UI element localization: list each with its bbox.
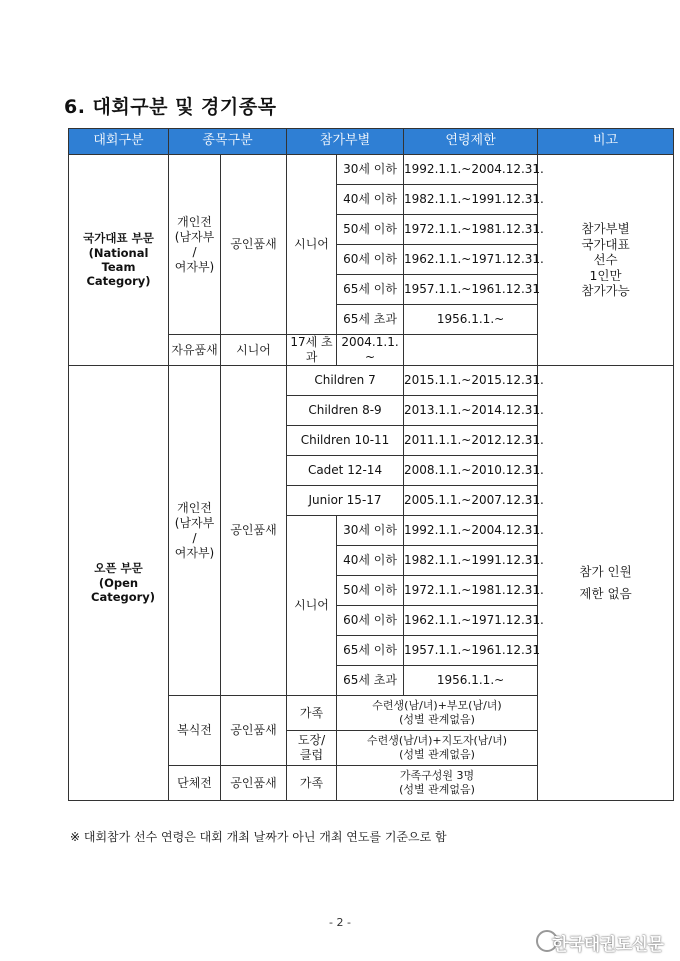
age-cell: 30세 이하 <box>337 155 404 185</box>
age-cell: 60세 이하 <box>337 606 404 636</box>
range-cell: 1982.1.1.~1991.12.31. <box>404 185 538 215</box>
range-cell: 1972.1.1.~1981.12.31. <box>404 215 538 245</box>
division-cell: Cadet 12-14 <box>287 456 404 486</box>
pair-label: 복식전 <box>169 696 221 766</box>
page-number: - 2 - <box>329 916 351 929</box>
open-event-type: 개인전 (남자부 / 여자부) <box>169 366 221 696</box>
range-cell: 2015.1.1.~2015.12.31. <box>404 366 538 396</box>
range-cell: 1956.1.1.~ <box>404 305 538 335</box>
division-cell: Children 8-9 <box>287 396 404 426</box>
pair-dojang: 도장/ 클럽 <box>287 731 337 766</box>
national-event-type: 개인전 (남자부 / 여자부) <box>169 155 221 335</box>
division-cell: Junior 15-17 <box>287 486 404 516</box>
section-title: 6. 대회구분 및 경기종목 <box>64 96 277 118</box>
age-cell: 60세 이하 <box>337 245 404 275</box>
national-category-en: (National Team Category) <box>86 245 151 289</box>
age-cell: 65세 이하 <box>337 275 404 305</box>
footnote: ※ 대회참가 선수 연령은 대회 개최 날짜가 아닌 개최 연도를 기준으로 함 <box>70 830 447 844</box>
free-division-cell: 시니어 <box>221 335 287 366</box>
age-cell: 30세 이하 <box>337 516 404 546</box>
national-remark: 참가부별 국가대표 선수 1인만 참가가능 <box>538 155 674 366</box>
pair-dojang-desc: 수련생(남/녀)+지도자(남/녀) (성별 관계없음) <box>337 731 538 766</box>
open-category-en: (Open Category) <box>91 575 156 605</box>
team-desc: 가족구성원 3명 (성별 관계없음) <box>337 766 538 801</box>
range-cell: 2008.1.1.~2010.12.31. <box>404 456 538 486</box>
national-category-label: 국가대표 부문 <box>83 231 154 246</box>
header-age-limit: 연령제한 <box>404 129 538 155</box>
age-cell: 65세 이하 <box>337 636 404 666</box>
age-cell: 65세 초과 <box>337 666 404 696</box>
open-category-cell <box>69 366 169 801</box>
header-row <box>69 129 674 155</box>
open-category-label: 오픈 부문 <box>94 561 143 576</box>
header-event: 종목구분 <box>169 129 287 155</box>
watermark: 한국태권도신문 <box>552 935 664 955</box>
team-poomsae: 공인품새 <box>221 766 287 801</box>
header-division: 참가부별 <box>287 129 404 155</box>
range-cell: 1962.1.1.~1971.12.31. <box>404 245 538 275</box>
age-cell: 50세 이하 <box>337 576 404 606</box>
competition-table <box>68 128 674 801</box>
open-senior: 시니어 <box>287 516 337 696</box>
team-label: 단체전 <box>169 766 221 801</box>
range-cell: 1957.1.1.~1961.12.31 <box>404 636 538 666</box>
age-cell: 40세 이하 <box>337 546 404 576</box>
division-cell: Children 7 <box>287 366 404 396</box>
open-remark: 참가 인원 제한 없음 <box>538 366 674 801</box>
age-cell: 40세 이하 <box>337 185 404 215</box>
age-cell: 50세 이하 <box>337 215 404 245</box>
range-cell: 1972.1.1.~1981.12.31. <box>404 576 538 606</box>
range-cell: 1956.1.1.~ <box>404 666 538 696</box>
national-freestyle: 자유품새 <box>169 335 221 366</box>
header-remarks: 비고 <box>538 129 674 155</box>
header-category: 대회구분 <box>69 129 169 155</box>
age-cell: 17세 초과 <box>287 335 337 366</box>
pair-poomsae: 공인품새 <box>221 696 287 766</box>
range-cell: 1982.1.1.~1991.12.31. <box>404 546 538 576</box>
range-cell: 1992.1.1.~2004.12.31. <box>404 155 538 185</box>
pair-family-desc: 수련생(남/녀)+부모(남/녀) (성별 관계없음) <box>337 696 538 731</box>
range-cell: 2011.1.1.~2012.12.31. <box>404 426 538 456</box>
national-senior: 시니어 <box>287 155 337 335</box>
pair-family: 가족 <box>287 696 337 731</box>
table-row <box>69 155 674 185</box>
national-poomsae: 공인품새 <box>221 155 287 335</box>
range-cell: 2005.1.1.~2007.12.31. <box>404 486 538 516</box>
national-category-cell <box>69 155 169 366</box>
range-cell: 2004.1.1. ~ <box>337 335 404 366</box>
table-row <box>69 366 674 396</box>
range-cell: 1957.1.1.~1961.12.31 <box>404 275 538 305</box>
range-cell: 1992.1.1.~2004.12.31. <box>404 516 538 546</box>
range-cell: 2013.1.1.~2014.12.31. <box>404 396 538 426</box>
open-poomsae: 공인품새 <box>221 366 287 696</box>
range-cell: 1962.1.1.~1971.12.31. <box>404 606 538 636</box>
age-cell: 65세 초과 <box>337 305 404 335</box>
team-family: 가족 <box>287 766 337 801</box>
division-cell: Children 10-11 <box>287 426 404 456</box>
